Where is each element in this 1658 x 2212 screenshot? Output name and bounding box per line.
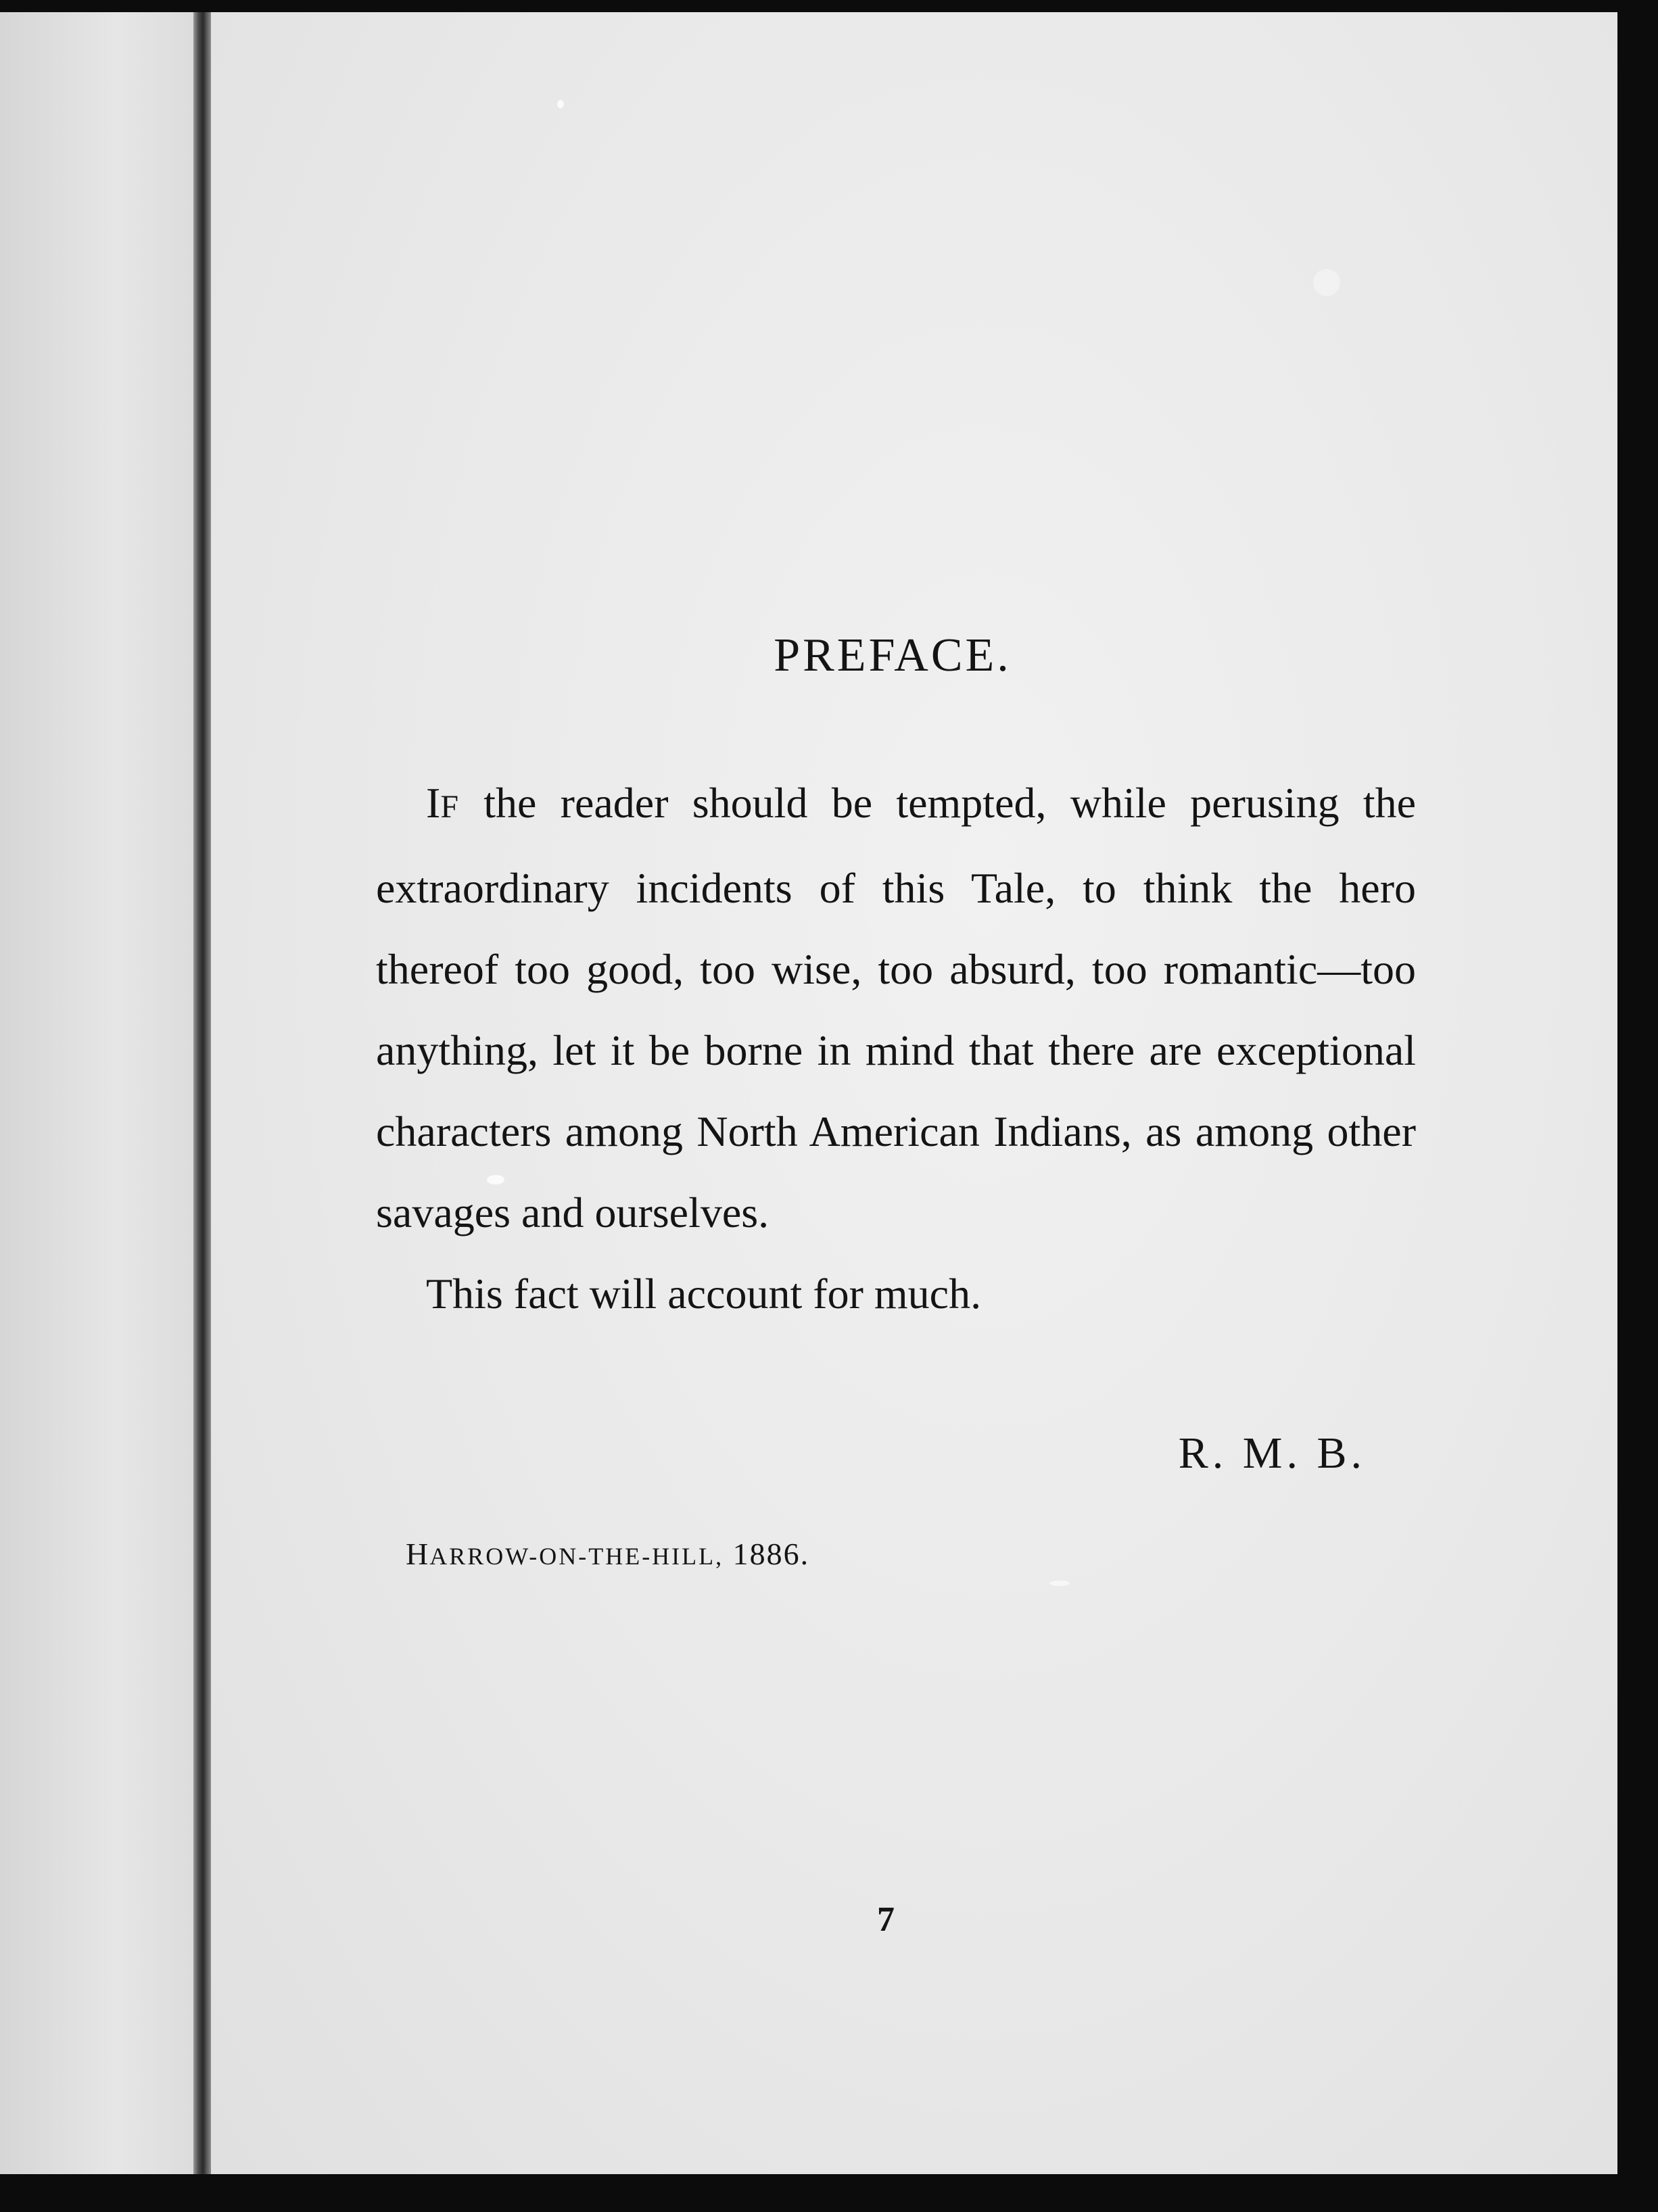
page-number: 7 — [877, 1900, 895, 1939]
place-initial: H — [406, 1537, 430, 1571]
scan-border-bottom — [0, 2174, 1658, 2212]
author-initials: R. M. B. — [1178, 1428, 1366, 1478]
preface-body — [376, 763, 1416, 1335]
dropcap-letter: I — [426, 779, 441, 827]
preface-paragraph: This fact will account for much. — [426, 1270, 982, 1318]
paper-speck — [1049, 1581, 1070, 1586]
preface-paragraph — [376, 763, 1416, 1253]
paper-speck — [557, 100, 564, 108]
scan-border-right — [1617, 0, 1658, 2212]
page-title: PREFACE. — [774, 629, 1012, 681]
book-gutter — [193, 12, 211, 2174]
paragraph-text: the reader should be tempted, while perusing the extraordinary incidents of this Tale, to think the hero thereof too good, too wise, too absurd, too romantic—too anything, let it be borne in mind that there are exceptional characters among North American Indians, as among other savages and ourselves. — [376, 779, 1416, 1236]
place-and-date — [406, 1536, 809, 1572]
paper-speck — [1313, 269, 1340, 296]
year: 1886. — [724, 1537, 810, 1571]
place-name: ARROW-ON-THE-HILL, — [429, 1543, 724, 1570]
facing-blank-page — [0, 12, 195, 2174]
small-caps-letter: F — [440, 789, 460, 825]
